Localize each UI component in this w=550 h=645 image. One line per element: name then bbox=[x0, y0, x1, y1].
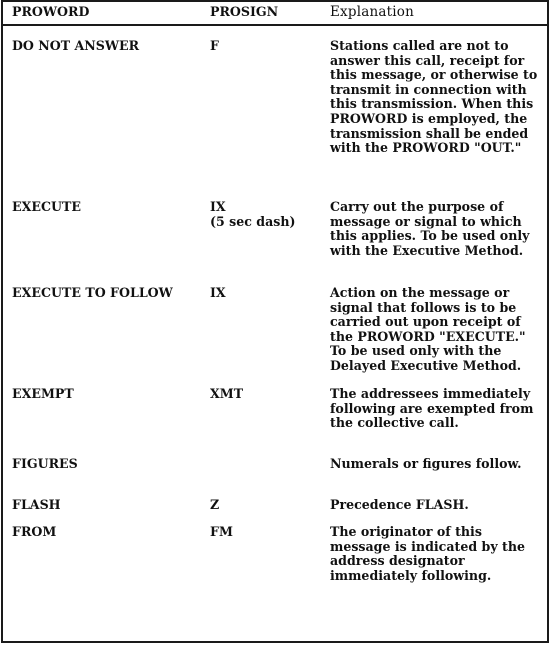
column-header-proword: PROWORD bbox=[2, 1, 210, 25]
table-row bbox=[2, 497, 548, 524]
explanation-text: Precedence FLASH. bbox=[330, 497, 469, 512]
proword-cell: EXEMPT bbox=[12, 386, 74, 401]
table-row bbox=[2, 386, 548, 456]
explanation-cell bbox=[330, 386, 548, 456]
proword-cell: EXECUTE bbox=[12, 199, 81, 214]
table-row bbox=[2, 285, 548, 386]
prosign-cell bbox=[210, 199, 330, 285]
explanation-text: The originator of this message is indicated by the address designator immediately following. bbox=[330, 524, 526, 583]
explanation-text: The addressees immediately following are exempted from the collective call. bbox=[330, 386, 534, 431]
proword-cell: EXECUTE TO FOLLOW bbox=[12, 285, 173, 300]
prosign-cell: IX bbox=[210, 285, 226, 300]
proword-cell: FIGURES bbox=[12, 456, 78, 471]
explanation-cell bbox=[330, 497, 548, 524]
column-header-prosign: PROSIGN bbox=[210, 1, 330, 25]
column-header-explanation-text: Explanation bbox=[330, 4, 414, 20]
explanation-cell bbox=[330, 25, 548, 199]
explanation-text: Stations called are not to answer this call, receipt for this message, or otherwise to transmit in connection with this transmission. When this PROWORD is employed, the transmission shall be ended with the PROWORD "OUT." bbox=[330, 38, 538, 156]
table-row bbox=[2, 524, 548, 642]
prosign-cell: F bbox=[210, 38, 219, 53]
prosign-note: (5 sec dash) bbox=[210, 213, 296, 229]
explanation-cell bbox=[330, 524, 548, 642]
explanation-cell bbox=[330, 285, 548, 386]
table-row bbox=[2, 456, 548, 497]
proword-cell: FROM bbox=[12, 524, 57, 539]
table-header bbox=[2, 1, 548, 25]
header-row bbox=[2, 1, 548, 25]
prosign-text: IX bbox=[210, 199, 226, 214]
proword-cell: DO NOT ANSWER bbox=[12, 38, 140, 53]
prosign-cell: Z bbox=[210, 497, 220, 512]
table-body bbox=[2, 25, 548, 642]
proword-cell: FLASH bbox=[12, 497, 61, 512]
explanation-text: Numerals or figures follow. bbox=[330, 456, 522, 471]
prosign-cell: XMT bbox=[210, 386, 244, 401]
proword-table bbox=[1, 0, 549, 643]
explanation-cell bbox=[330, 456, 548, 497]
explanation-text: Action on the message or signal that follows is to be carried out upon receipt of the PROWORD "EXECUTE." To be used only with the Delayed Executive Method. bbox=[330, 285, 526, 373]
table-row bbox=[2, 25, 548, 199]
prosign-cell: FM bbox=[210, 524, 233, 539]
prosign-cell bbox=[210, 456, 330, 497]
table-row bbox=[2, 199, 548, 285]
explanation-text: Carry out the purpose of message or signal to which this applies. To be used only with the Executive Method. bbox=[330, 199, 530, 258]
column-header-explanation bbox=[330, 1, 548, 25]
explanation-cell bbox=[330, 199, 548, 285]
